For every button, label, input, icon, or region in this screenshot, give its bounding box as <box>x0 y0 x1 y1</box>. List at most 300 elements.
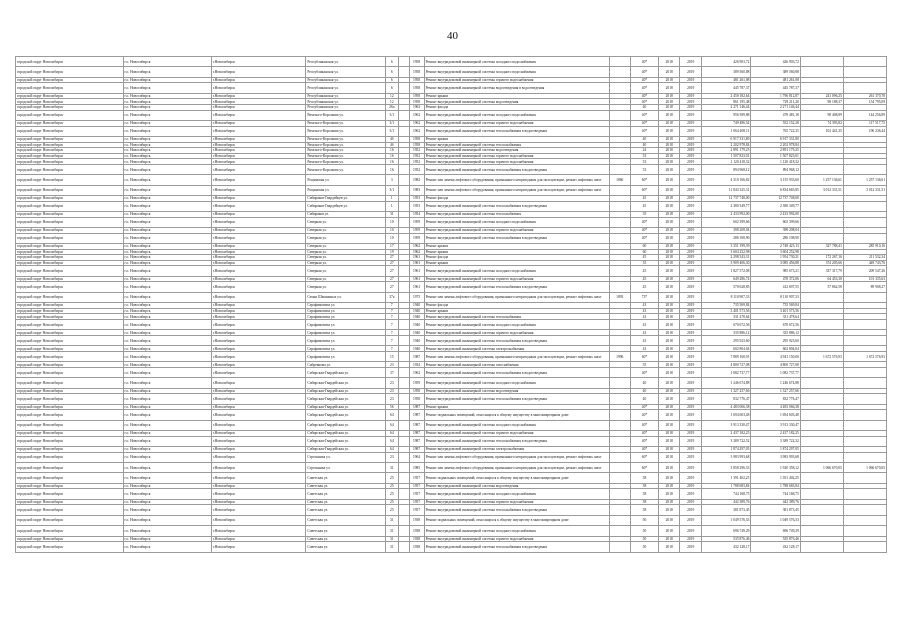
cell-work_type: Ремонт внутридомовой инженерной системы холодного водоснабжения <box>424 57 609 67</box>
cell-cost3: 327 788,41 <box>800 244 843 250</box>
cell-work_type: Ремонт внутридомовой инженерной системы холодного водоснабжения <box>424 110 609 120</box>
cell-end: 2019 <box>680 463 702 473</box>
cell-cost2: 442 389,76 <box>751 499 800 505</box>
cell-year: 1957 <box>409 483 424 489</box>
cell-end: 2019 <box>680 249 702 255</box>
cell-city: г.Новосибирск <box>211 515 306 525</box>
cell-start: 2018 <box>658 489 680 499</box>
cell-house: 1 <box>385 201 398 211</box>
cell-cost2: 1 954 730,21 <box>751 255 800 261</box>
cell-work_type: Ремонт фасада <box>424 104 609 110</box>
cell-house: 25 <box>385 473 398 483</box>
cell-cost1: 1 120 418,32 <box>701 159 750 165</box>
cell-district: городской округ Новосибирск <box>16 249 124 255</box>
cell-cost2: 894 968,12 <box>751 164 800 174</box>
cell-cost3: 1 672 576,93 <box>800 351 843 361</box>
cell-city: г.Новосибирск <box>211 201 306 211</box>
cell-start: 2018 <box>658 410 680 420</box>
cell-cost1: 2 202 978,84 <box>701 142 750 148</box>
cell-year: 1959 <box>409 378 424 388</box>
cell-house: 23 <box>385 452 398 462</box>
cell-start: 2018 <box>658 463 680 473</box>
cell-house: 10 <box>385 228 398 234</box>
cell-cost3: 241 096,25 <box>800 93 843 99</box>
cell-city: г.Новосибирск <box>211 378 306 388</box>
cell-house: 31 <box>385 536 398 542</box>
cell-area <box>609 378 631 388</box>
table-row <box>16 110 887 120</box>
cell-cost3: 74 393,82 <box>800 120 843 126</box>
cell-cost1: 3 401 573,56 <box>701 308 750 314</box>
cell-street: Северная ул. <box>306 276 386 282</box>
cell-cost3 <box>800 164 843 174</box>
table-row <box>16 175 887 185</box>
cell-street: Республиканская ул. <box>306 93 386 99</box>
cell-year: 1940 <box>409 335 424 345</box>
capital-repair-table <box>15 56 887 553</box>
cell-year: 1958 <box>409 67 424 77</box>
cell-end: 2019 <box>680 67 702 77</box>
cell-end: 2019 <box>680 126 702 136</box>
cell-street: Северная ул. <box>306 282 386 292</box>
cell-start: 2018 <box>658 260 680 266</box>
cell-settlement: г.о. Новосибирск <box>123 67 211 77</box>
cell-end: 2019 <box>680 292 702 302</box>
cell-start: 2018 <box>658 319 680 329</box>
cell-cost2: 1 507 823,01 <box>751 153 800 159</box>
cell-cost2: 602 804,04 <box>751 346 800 352</box>
cell-pct: 45 <box>631 276 659 282</box>
cell-cost1: 670 672,56 <box>701 319 750 329</box>
cell-settlement: г.о. Новосибирск <box>123 452 211 462</box>
cell-start: 2018 <box>658 452 680 462</box>
table-row <box>16 489 887 499</box>
cell-year: 1987 <box>409 431 424 437</box>
cell-house: 1 <box>385 196 398 202</box>
cell-end: 2019 <box>680 77 702 83</box>
cell-work_type: Ремонт фасада <box>424 196 609 202</box>
cell-city: г.Новосибирск <box>211 104 306 110</box>
cell-work_type: Ремонт внутридомовой инженерной системы горячего водоснабжения <box>424 276 609 282</box>
cell-cost1: 1 694 603,48 <box>701 410 750 420</box>
cell-start: 2018 <box>658 266 680 276</box>
cell-start: 2018 <box>658 536 680 542</box>
cell-settlement: г.о. Новосибирск <box>123 292 211 302</box>
cell-building <box>398 505 409 515</box>
cell-building <box>398 233 409 243</box>
cell-house: 3/1 <box>385 110 398 120</box>
table-row <box>16 526 887 536</box>
cell-end: 2019 <box>680 314 702 320</box>
cell-settlement: г.о. Новосибирск <box>123 201 211 211</box>
cell-house: 10 <box>385 217 398 227</box>
cell-end: 2019 <box>680 233 702 243</box>
cell-pct: 45 <box>631 201 659 211</box>
table-row <box>16 542 887 552</box>
cell-work_type: Ремонт внутридомовой инженерной системы горячего водоснабжения <box>424 330 609 336</box>
cell-pct: 40 <box>631 388 659 394</box>
cell-start: 2018 <box>658 483 680 489</box>
cell-settlement: г.о. Новосибирск <box>123 351 211 361</box>
cell-settlement: г.о. Новосибирск <box>123 314 211 320</box>
cell-house: 7 <box>385 314 398 320</box>
cell-start: 2018 <box>658 217 680 227</box>
cell-cost4 <box>843 515 886 525</box>
cell-cost1: 1 082 737,77 <box>701 367 750 377</box>
cell-house: 25 <box>385 505 398 515</box>
cell-cost1: 442 389,76 <box>701 499 750 505</box>
cell-street: Серафимовича ул. <box>306 330 386 336</box>
cell-house: 16 <box>385 159 398 165</box>
cell-pct: 43 <box>631 346 659 352</box>
cell-area <box>609 394 631 404</box>
cell-end: 2019 <box>680 362 702 368</box>
cell-city: г.Новосибирск <box>211 175 306 185</box>
cell-district: городской округ Новосибирск <box>16 542 124 552</box>
cell-area <box>609 420 631 430</box>
cell-year: 1940 <box>409 308 424 314</box>
cell-street: Серафимовича ул. <box>306 303 386 309</box>
cell-work_type: Ремонт фасада <box>424 303 609 309</box>
cell-work_type: Ремонт фасада <box>424 255 609 261</box>
cell-building <box>398 83 409 93</box>
cell-cost2: 1 874 297,05 <box>751 447 800 453</box>
cell-end: 2019 <box>680 255 702 261</box>
cell-pct: 40 <box>631 142 659 148</box>
cell-year: 1958 <box>409 136 424 142</box>
cell-building <box>398 126 409 136</box>
cell-city: г.Новосибирск <box>211 255 306 261</box>
cell-cost1: 3 351 199,39 <box>701 244 750 250</box>
cell-district: городской округ Новосибирск <box>16 367 124 377</box>
cell-settlement: г.о. Новосибирск <box>123 212 211 218</box>
cell-settlement: г.о. Новосибирск <box>123 410 211 420</box>
cell-house: 7 <box>385 319 398 329</box>
cell-house: 27 <box>385 255 398 261</box>
cell-house: 10 <box>385 233 398 243</box>
cell-year: 1938 <box>409 526 424 536</box>
cell-house: 25 <box>385 499 398 505</box>
cell-city: г.Новосибирск <box>211 351 306 361</box>
cell-pct: 40 <box>631 394 659 404</box>
cell-district: городской округ Новосибирск <box>16 447 124 453</box>
cell-cost3 <box>800 335 843 345</box>
cell-area <box>609 473 631 483</box>
cell-pct: 60* <box>631 175 659 185</box>
cell-area: 1996 <box>609 351 631 361</box>
cell-city: г.Новосибирск <box>211 244 306 250</box>
cell-start: 2018 <box>658 330 680 336</box>
cell-street: Сибирская-Гвардейская ул. <box>306 404 386 410</box>
cell-pct: 50 <box>631 526 659 536</box>
cell-start: 2018 <box>658 473 680 483</box>
cell-building <box>398 292 409 302</box>
cell-street: Советская ул. <box>306 473 386 483</box>
cell-work_type: Ремонт внутридомовой инженерной системы теплоснабжения в водоотведения <box>424 164 609 174</box>
cell-district: городской округ Новосибирск <box>16 473 124 483</box>
cell-start: 2018 <box>658 314 680 320</box>
cell-settlement: г.о. Новосибирск <box>123 83 211 93</box>
cell-pct: 58 <box>631 483 659 489</box>
cell-pct: 40* <box>631 436 659 446</box>
cell-cost1: 12 737 748,00 <box>701 196 750 202</box>
cell-area <box>609 505 631 515</box>
cell-area <box>609 526 631 536</box>
cell-settlement: г.о. Новосибирск <box>123 57 211 67</box>
cell-pct: 40 <box>631 104 659 110</box>
cell-street: Рощинская ул. <box>306 175 386 185</box>
cell-settlement: г.о. Новосибирск <box>123 335 211 345</box>
cell-start: 2018 <box>658 431 680 437</box>
cell-year: 1987 <box>409 436 424 446</box>
cell-settlement: г.о. Новосибирск <box>123 394 211 404</box>
cell-building <box>398 217 409 227</box>
cell-cost1: 4 800 727,08 <box>701 362 750 368</box>
cell-cost2: 1 796 812,87 <box>751 93 800 99</box>
cell-house: 16 <box>385 153 398 159</box>
cell-city: г.Новосибирск <box>211 404 306 410</box>
cell-settlement: г.о. Новосибирск <box>123 489 211 499</box>
table-row <box>16 473 887 483</box>
cell-cost1: 3 389 722,32 <box>701 436 750 446</box>
cell-cost2: 1 049 576,33 <box>751 515 800 525</box>
cell-street: Стрельника ул. <box>306 452 386 462</box>
table-row <box>16 367 887 377</box>
cell-cost4 <box>843 452 886 462</box>
cell-district: городской округ Новосибирск <box>16 217 124 227</box>
cell-pct: 53 <box>631 153 659 159</box>
cell-year: 1940 <box>409 330 424 336</box>
cell-settlement: г.о. Новосибирск <box>123 542 211 552</box>
cell-work_type: Ремонт внутридомовой инженерной системы водоотведения <box>424 148 609 154</box>
cell-cost2: 3 155 933,60 <box>751 175 800 185</box>
cell-pct: 53 <box>631 164 659 174</box>
cell-cost2: 985 673,21 <box>751 266 800 276</box>
cell-house: 7 <box>385 308 398 314</box>
cell-year: 1987 <box>409 420 424 430</box>
cell-street: Римского-Корсакова ул. <box>306 148 386 154</box>
cell-cost2: 2 891 179,25 <box>751 148 800 154</box>
cell-city: г.Новосибирск <box>211 93 306 99</box>
cell-settlement: г.о. Новосибирск <box>123 99 211 105</box>
cell-pct: 43 <box>631 335 659 345</box>
cell-start: 2018 <box>658 346 680 352</box>
cell-pct: 40* <box>631 447 659 453</box>
cell-cost1: 744 168,75 <box>701 489 750 499</box>
cell-city: г.Новосибирск <box>211 120 306 126</box>
cell-work_type: Ремонт внутридомовой инженерной системы теплоснабжения в водоотведения <box>424 394 609 404</box>
cell-cost2: 1 246 674,88 <box>751 378 800 388</box>
cell-settlement: г.о. Новосибирск <box>123 266 211 276</box>
cell-cost4: 117 517,75 <box>843 120 886 126</box>
cell-cost1: 3 913 330,47 <box>701 420 750 430</box>
cell-cost1: 735 569,84 <box>701 303 750 309</box>
cell-cost2: 729 211,20 <box>751 99 800 105</box>
cell-cost1: 2 271 146,44 <box>701 104 750 110</box>
cell-house: 12 <box>385 99 398 105</box>
cell-house: 37а <box>385 292 398 302</box>
cell-street: Северная ул. <box>306 233 386 243</box>
cell-city: г.Новосибирск <box>211 447 306 453</box>
table-row <box>16 185 887 195</box>
cell-city: г.Новосибирск <box>211 217 306 227</box>
cell-end: 2019 <box>680 308 702 314</box>
cell-building <box>398 489 409 499</box>
cell-area <box>609 463 631 473</box>
cell-pct: 73* <box>631 292 659 302</box>
cell-area <box>609 185 631 195</box>
cell-pct: 40* <box>631 120 659 126</box>
cell-cost2: 3 913 330,47 <box>751 420 800 430</box>
cell-house: 25 <box>385 489 398 499</box>
cell-start: 2018 <box>658 83 680 93</box>
cell-district: городской округ Новосибирск <box>16 77 124 83</box>
cell-end: 2019 <box>680 110 702 120</box>
cell-street: Северная ул. <box>306 266 386 276</box>
cell-cost4 <box>843 233 886 243</box>
cell-work_type: Ремонт внутридомовой инженерной системы электроснабжения <box>424 346 609 352</box>
cell-city: г.Новосибирск <box>211 185 306 195</box>
cell-end: 2019 <box>680 542 702 552</box>
cell-area <box>609 126 631 136</box>
cell-settlement: г.о. Новосибирск <box>123 136 211 142</box>
cell-settlement: г.о. Новосибирск <box>123 447 211 453</box>
table-row <box>16 420 887 430</box>
cell-start: 2018 <box>658 404 680 410</box>
cell-settlement: г.о. Новосибирск <box>123 282 211 292</box>
cell-house: 3/1 <box>385 185 398 195</box>
cell-end: 2019 <box>680 447 702 453</box>
cell-pct: 40 <box>631 378 659 388</box>
cell-settlement: г.о. Новосибирск <box>123 77 211 83</box>
cell-street: Рощинская ул. <box>306 185 386 195</box>
cell-building <box>398 335 409 345</box>
cell-street: Римского-Корсакова ул. <box>306 164 386 174</box>
cell-start: 2018 <box>658 526 680 536</box>
cell-work_type: Ремонт или замена лифтового оборудования, признанного непригодным для эксплуатации, ремонт лифтовых шахт <box>424 292 609 302</box>
cell-cost1: 602 804,04 <box>701 346 750 352</box>
cell-cost1: 286 108,90 <box>701 233 750 243</box>
cell-district: городской округ Новосибирск <box>16 431 124 437</box>
cell-street: Серафимовича ул. <box>306 346 386 352</box>
cell-area <box>609 83 631 93</box>
cell-pct: 40* <box>631 410 659 420</box>
cell-city: г.Новосибирск <box>211 452 306 462</box>
cell-work_type: Ремонт или замена лифтового оборудования, признанного непригодным для эксплуатации, ремонт лифтовых шахт <box>424 452 609 462</box>
cell-end: 2019 <box>680 120 702 126</box>
cell-street: Сибирская-Гвардейская ул. <box>306 436 386 446</box>
cell-street: Серафимовича ул. <box>306 351 386 361</box>
cell-cost2: 445 787,37 <box>751 83 800 93</box>
cell-work_type: Ремонт крыши <box>424 136 609 142</box>
cell-house: 23 <box>385 378 398 388</box>
cell-pct: 40 <box>631 136 659 142</box>
cell-house: 23 <box>385 394 398 404</box>
cell-pct: 40* <box>631 83 659 93</box>
cell-district: городской округ Новосибирск <box>16 266 124 276</box>
cell-district: городской округ Новосибирск <box>16 420 124 430</box>
cell-cost2: 765 722,35 <box>751 126 800 136</box>
cell-end: 2019 <box>680 388 702 394</box>
cell-building <box>398 367 409 377</box>
cell-building <box>398 420 409 430</box>
cell-city: г.Новосибирск <box>211 483 306 489</box>
cell-house: 19 <box>385 249 398 255</box>
cell-cost2: 478 372,06 <box>751 276 800 282</box>
cell-district: городской округ Новосибирск <box>16 388 124 394</box>
cell-start: 2018 <box>658 303 680 309</box>
cell-street: Советская ул. <box>306 542 386 552</box>
cell-cost4: 449 743,76 <box>843 260 886 266</box>
cell-pct: 40* <box>631 367 659 377</box>
cell-year: 1962 <box>409 244 424 250</box>
cell-street: Сибирская-Гвардейская ул. <box>306 447 386 453</box>
cell-cost2: 2 271 146,44 <box>751 104 800 110</box>
cell-end: 2019 <box>680 303 702 309</box>
cell-settlement: г.о. Новосибирск <box>123 153 211 159</box>
cell-cost4 <box>843 67 886 77</box>
cell-building <box>398 378 409 388</box>
cell-street: Северная ул. <box>306 249 386 255</box>
cell-settlement: г.о. Новосибирск <box>123 126 211 136</box>
cell-year: 1961 <box>409 260 424 266</box>
table-row <box>16 351 887 361</box>
cell-cost2: 381 873,45 <box>751 505 800 515</box>
cell-house: 64 <box>385 436 398 446</box>
cell-end: 2019 <box>680 489 702 499</box>
cell-start: 2018 <box>658 436 680 446</box>
cell-district: городской округ Новосибирск <box>16 330 124 336</box>
cell-pct: 58 <box>631 473 659 483</box>
cell-year: 1961 <box>409 255 424 261</box>
cell-cost3: 1 066 670,05 <box>800 463 843 473</box>
cell-city: г.Новосибирск <box>211 153 306 159</box>
cell-district: городской округ Новосибирск <box>16 110 124 120</box>
cell-start: 2018 <box>658 148 680 154</box>
cell-start: 2018 <box>658 292 680 302</box>
cell-house: 15 <box>385 351 398 361</box>
cell-district: городской округ Новосибирск <box>16 233 124 243</box>
cell-cost4: 144 256,89 <box>843 110 886 120</box>
cell-cost1: 956 589,88 <box>701 110 750 120</box>
cell-district: городской округ Новосибирск <box>16 260 124 266</box>
cell-cost2: 8 110 907,33 <box>751 292 800 302</box>
cell-start: 2018 <box>658 362 680 368</box>
cell-house: 64 <box>385 431 398 437</box>
cell-cost3 <box>800 436 843 446</box>
cell-district: городской округ Новосибирск <box>16 159 124 165</box>
cell-district: городской округ Новосибирск <box>16 452 124 462</box>
cell-city: г.Новосибирск <box>211 260 306 266</box>
cell-district: городской округ Новосибирск <box>16 276 124 282</box>
cell-street: Республиканская ул. <box>306 67 386 77</box>
cell-start: 2018 <box>658 104 680 110</box>
cell-year: 1962 <box>409 120 424 126</box>
cell-pct: 40* <box>631 110 659 120</box>
table-row <box>16 57 887 67</box>
cell-building <box>398 515 409 525</box>
cell-year: 1952 <box>409 159 424 165</box>
cell-building <box>398 463 409 473</box>
cell-settlement: г.о. Новосибирск <box>123 505 211 515</box>
cell-work_type: Ремонт внутридомовой инженерной системы горячего водоснабжения <box>424 120 609 126</box>
cell-city: г.Новосибирск <box>211 83 306 93</box>
cell-cost2: 432 128,17 <box>751 542 800 552</box>
cell-area <box>609 436 631 446</box>
cell-area <box>609 110 631 120</box>
cell-work_type: Ремонт подвальных помещений, относящихся к общему имуществу в многоквартирном доме <box>424 473 609 483</box>
cell-year: 1987 <box>409 447 424 453</box>
